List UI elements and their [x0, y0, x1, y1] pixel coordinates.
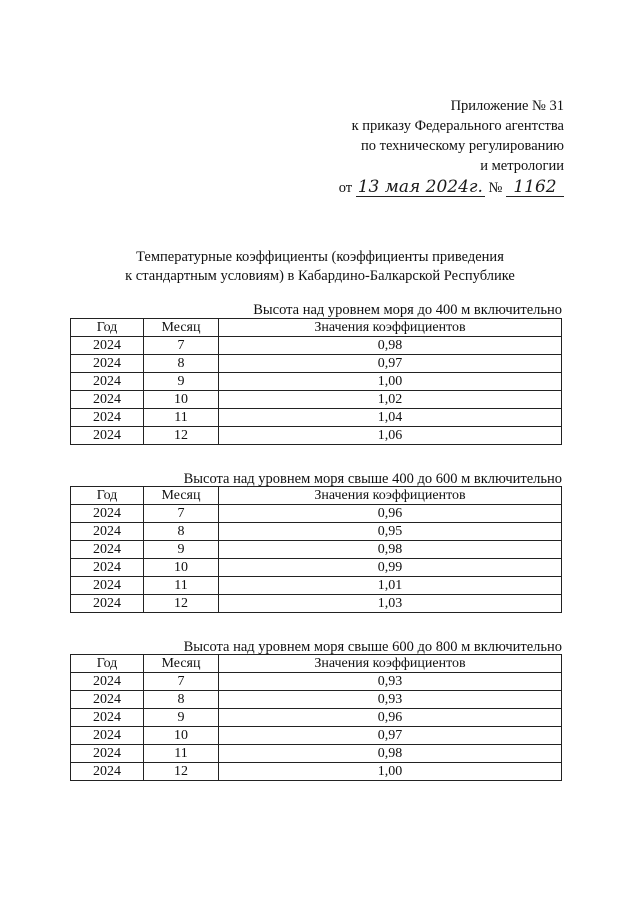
- cell-month: 12: [144, 427, 219, 445]
- cell-value: 0,98: [219, 337, 562, 355]
- order-date-number-line: [339, 178, 564, 198]
- cell-value: 0,98: [219, 541, 562, 559]
- cell-month: 8: [144, 355, 219, 373]
- cell-year: 2024: [71, 391, 144, 409]
- coefficients-table-2: [70, 486, 562, 613]
- title-line-1: Температурные коэффициенты (коэффициенты приведения: [136, 249, 504, 265]
- table-row: [71, 763, 562, 781]
- cell-month: 10: [144, 559, 219, 577]
- cell-value: 1,00: [219, 763, 562, 781]
- header-year: Год: [71, 655, 144, 673]
- table-header-row: [71, 487, 562, 505]
- header-value: Значения коэффициентов: [219, 655, 562, 673]
- appendix-header: [339, 96, 564, 198]
- table-header-row: [71, 655, 562, 673]
- coefficients-table-3: [70, 654, 562, 781]
- cell-value: 1,04: [219, 409, 562, 427]
- cell-value: 0,93: [219, 691, 562, 709]
- table-row: [71, 523, 562, 541]
- table-row: [71, 337, 562, 355]
- table-row: [71, 355, 562, 373]
- header-value: Значения коэффициентов: [219, 319, 562, 337]
- cell-year: 2024: [71, 523, 144, 541]
- table-row: [71, 391, 562, 409]
- header-month: Месяц: [144, 319, 219, 337]
- cell-month: 11: [144, 577, 219, 595]
- table-row: [71, 559, 562, 577]
- cell-value: 0,96: [219, 709, 562, 727]
- cell-year: 2024: [71, 763, 144, 781]
- section-caption-2: Высота над уровнем моря свыше 400 до 600 м включительно: [183, 471, 562, 487]
- cell-value: 0,99: [219, 559, 562, 577]
- cell-value: 0,96: [219, 505, 562, 523]
- cell-month: 8: [144, 691, 219, 709]
- table-row: [71, 373, 562, 391]
- order-reference-line-3: и метрологии: [480, 158, 564, 174]
- cell-year: 2024: [71, 709, 144, 727]
- cell-month: 7: [144, 337, 219, 355]
- cell-month: 11: [144, 409, 219, 427]
- cell-value: 0,95: [219, 523, 562, 541]
- table-row: [71, 673, 562, 691]
- cell-month: 11: [144, 745, 219, 763]
- cell-month: 9: [144, 541, 219, 559]
- cell-month: 8: [144, 523, 219, 541]
- document-title: [0, 248, 640, 286]
- cell-year: 2024: [71, 373, 144, 391]
- cell-value: 0,98: [219, 745, 562, 763]
- cell-year: 2024: [71, 559, 144, 577]
- table-row: [71, 595, 562, 613]
- cell-year: 2024: [71, 409, 144, 427]
- number-prefix: №: [488, 180, 503, 196]
- header-year: Год: [71, 319, 144, 337]
- table-row: [71, 745, 562, 763]
- cell-month: 12: [144, 595, 219, 613]
- table-row: [71, 409, 562, 427]
- table-row: [71, 505, 562, 523]
- cell-month: 12: [144, 763, 219, 781]
- table-row: [71, 427, 562, 445]
- section-caption-1: Высота над уровнем моря до 400 м включительно: [253, 302, 562, 318]
- cell-month: 7: [144, 505, 219, 523]
- cell-value: 0,97: [219, 355, 562, 373]
- order-reference-line-1: к приказу Федерального агентства: [351, 118, 564, 134]
- cell-year: 2024: [71, 427, 144, 445]
- table-row: [71, 577, 562, 595]
- cell-value: 1,02: [219, 391, 562, 409]
- cell-month: 7: [144, 673, 219, 691]
- cell-year: 2024: [71, 541, 144, 559]
- cell-year: 2024: [71, 355, 144, 373]
- cell-year: 2024: [71, 505, 144, 523]
- cell-month: 9: [144, 373, 219, 391]
- date-prefix: от: [338, 180, 353, 196]
- header-year: Год: [71, 487, 144, 505]
- appendix-number: Приложение № 31: [450, 98, 564, 114]
- cell-year: 2024: [71, 691, 144, 709]
- title-line-2: к стандартным условиям) в Кабардино-Балкарской Республике: [125, 268, 515, 284]
- cell-month: 10: [144, 391, 219, 409]
- header-value: Значения коэффициентов: [219, 487, 562, 505]
- header-month: Месяц: [144, 655, 219, 673]
- cell-value: 1,01: [219, 577, 562, 595]
- cell-value: 0,93: [219, 673, 562, 691]
- cell-year: 2024: [71, 745, 144, 763]
- cell-value: 1,00: [219, 373, 562, 391]
- cell-year: 2024: [71, 727, 144, 745]
- coefficients-table-1: [70, 318, 562, 445]
- handwritten-date: 13 мая 2024г.: [357, 177, 483, 197]
- cell-month: 9: [144, 709, 219, 727]
- cell-month: 10: [144, 727, 219, 745]
- cell-year: 2024: [71, 595, 144, 613]
- header-month: Месяц: [144, 487, 219, 505]
- table-row: [71, 691, 562, 709]
- cell-value: 0,97: [219, 727, 562, 745]
- cell-year: 2024: [71, 337, 144, 355]
- handwritten-order-number: 1162: [506, 178, 564, 197]
- cell-year: 2024: [71, 673, 144, 691]
- section-caption-3: Высота над уровнем моря свыше 600 до 800 м включительно: [183, 639, 562, 655]
- cell-value: 1,06: [219, 427, 562, 445]
- table-row: [71, 709, 562, 727]
- order-reference-line-2: по техническому регулированию: [360, 138, 564, 154]
- table-header-row: [71, 319, 562, 337]
- table-row: [71, 727, 562, 745]
- table-row: [71, 541, 562, 559]
- cell-value: 1,03: [219, 595, 562, 613]
- cell-year: 2024: [71, 577, 144, 595]
